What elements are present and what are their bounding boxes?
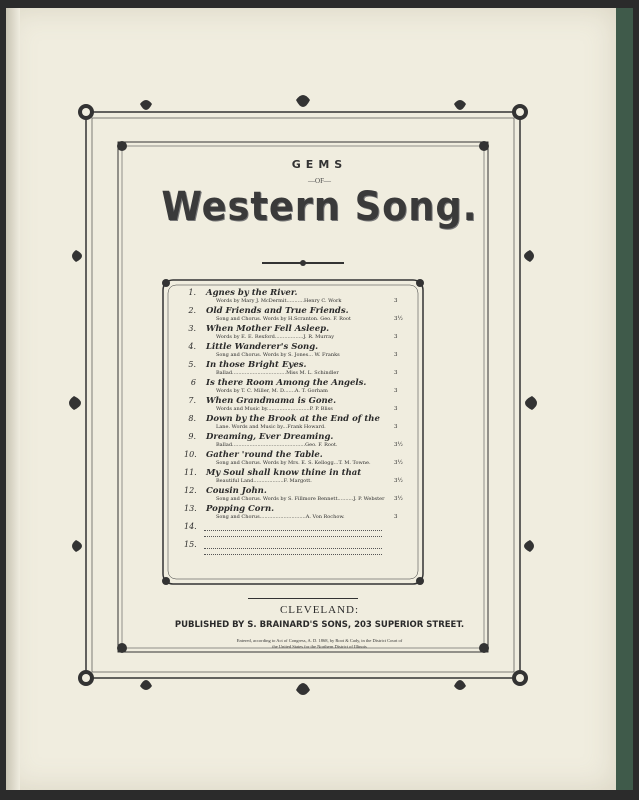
song-number: 12. [184,486,197,495]
song-credits: Words by T. C. Miller, M. D.......A. T. Gorham [216,388,328,394]
song-number: 8. [188,414,196,423]
song-credits: Words by E. E. Rexford..................J. R. Murray [216,334,335,340]
blank-line [204,554,382,555]
song-credits: Words by Mary J. McDermit...........Henry C. Work [216,298,342,304]
song-price: 3½ [394,496,403,502]
song-credits: Ballad..............................................Geo. F. Root. [216,442,338,448]
song-title: Old Friends and True Friends. [206,306,349,316]
song-list [184,288,404,558]
song-credits: Words and Music by...........................P. P. Bliss [216,406,333,412]
song-price: 3 [394,514,398,520]
song-credits: Lane. Words and Music by...Frank Howard. [216,424,326,430]
song-entry [184,360,404,378]
song-number: 6 [190,378,196,387]
song-title: Down by the Brook at the End of the [206,414,380,424]
publisher-line: PUBLISHED BY S. BRAINARD'S SONS, 203 SUPERIOR STREET. [174,620,465,630]
song-number: 15. [184,540,197,549]
song-title: Is there Room Among the Angels. [206,378,367,388]
song-price: 3 [394,334,398,340]
song-credits: Song and Chorus. Words by S. Fillmore Bennett..........J. P. Webster [216,496,385,502]
song-entry [184,504,404,522]
song-title: My Soul shall know thine in that [206,468,362,478]
song-entry [184,288,404,306]
publisher-city: CLEVELAND: [279,604,360,616]
song-number: 3. [188,324,196,333]
song-entry [184,324,404,342]
song-number: 4. [188,342,196,351]
song-price: 3½ [394,316,403,322]
song-title: Gather 'round the Table. [206,450,323,460]
song-price: 3 [394,352,398,358]
song-entry [184,450,404,468]
song-title: When Grandmama is Gone. [206,396,337,406]
song-price: 3 [394,406,398,412]
song-entry [184,486,404,504]
blank-line [204,536,382,537]
song-title: Popping Corn. [206,504,275,514]
song-entry [184,378,404,396]
song-title: Little Wanderer's Song. [206,342,319,352]
song-entry [184,342,404,360]
copyright-line-2: the United States for the Northern District of Illinois [272,644,367,649]
song-number: 7. [188,396,196,405]
song-price: 3 [394,298,398,304]
song-entry-blank [184,540,404,558]
copyright-notice [0,638,639,650]
copyright-line-1: Entered, according to Act of Congress, A. D. 1868, by Root & Cady, in the District Court of [236,638,403,643]
song-price: 3½ [394,460,403,466]
song-number: 11. [184,468,197,477]
song-number: 5. [188,360,196,369]
song-entry [184,414,404,432]
of-heading: —OF— [308,177,331,185]
song-credits: Song and Chorus. Words by S. Jones... W. Franks [216,352,340,358]
song-title: When Mother Fell Asleep. [206,324,330,334]
song-entry-blank [184,522,404,540]
song-title: Cousin John. [206,486,267,496]
song-entry [184,306,404,324]
cover-title: Western Song. [161,184,478,230]
song-credits: Song and Chorus.............................A. Von Rochow. [216,514,345,520]
song-number: 10. [184,450,197,459]
song-credits: Ballad..................................Miss M. L. Schindler [216,370,339,376]
song-entry [184,396,404,414]
gems-heading: GEMS [291,158,348,171]
song-number: 1. [188,288,196,297]
song-price: 3 [394,388,398,394]
song-price: 3 [394,370,398,376]
song-number: 9. [188,432,196,441]
blank-line [204,530,382,531]
song-entry [184,432,404,450]
song-credits: Song and Chorus. Words by H.Scranton. Geo. F. Root [216,316,351,322]
song-credits: Song and Chorus. Words by Mrs. E. S. Kellogg...T. M. Towne. [216,460,371,466]
song-price: 3 [394,424,398,430]
song-number: 14. [184,522,197,531]
song-title: Dreaming, Ever Dreaming. [206,432,334,442]
song-title: Agnes by the River. [206,288,298,298]
blank-line [204,548,382,549]
song-number: 2. [188,306,196,315]
song-entry [184,468,404,486]
song-price: 3½ [394,478,403,484]
song-price: 3½ [394,442,403,448]
song-number: 13. [184,504,197,513]
song-title: In those Bright Eyes. [206,360,307,370]
song-credits: Beautiful Land...................F. Margott. [216,478,312,484]
